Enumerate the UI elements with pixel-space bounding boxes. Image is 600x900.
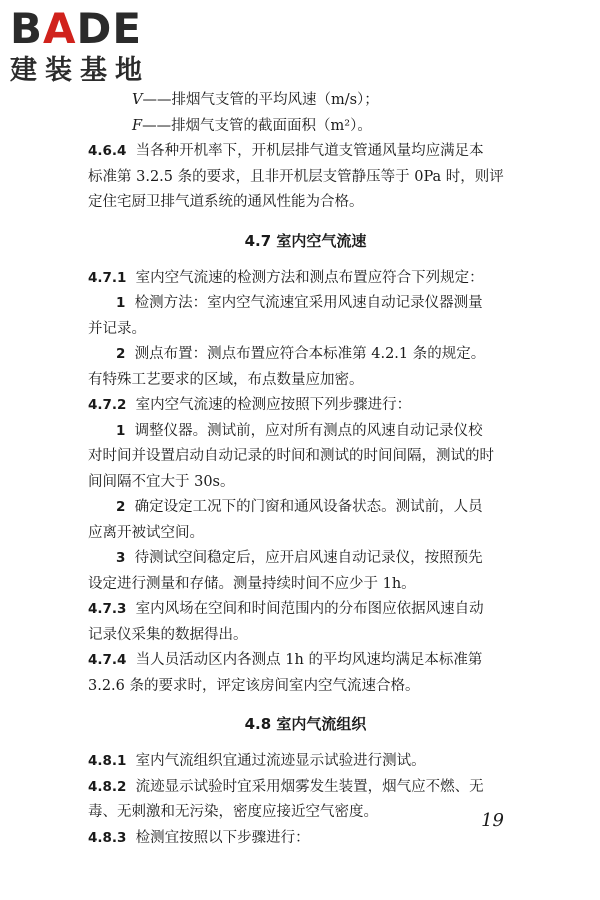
brand-logo bbox=[10, 6, 180, 96]
list-item: 2 测点布置：测点布置应符合本标准第 4.2.1 条的规定。 bbox=[116, 346, 486, 362]
list-item: 1 调整仪器。测试前，应对所有测点的风速自动记录仪校 bbox=[116, 422, 483, 439]
clause-text: 设定进行测量和存储。测量持续时间不应少于 1h。 bbox=[88, 575, 416, 592]
clause-4-8-1: 4.8.1 室内气流组织宜通过流迹显示试验进行测试。 bbox=[88, 753, 426, 769]
clause-4-6-4: 4.6.4 当各种开机率下，开机层排气道支管通风量均应满足本 bbox=[88, 143, 484, 159]
document-body bbox=[88, 88, 523, 851]
clause-text: 并记录。 bbox=[88, 320, 146, 337]
var-f-line: F——排烟气支管的截面面积（m²）。 bbox=[132, 117, 372, 134]
list-item: 2 确定设定工况下的门窗和通风设备状态。测试前，人员 bbox=[116, 499, 483, 515]
clause-text: 对时间并设置启动自动记录的时间和测试的时间间隔，测试的时 bbox=[88, 448, 494, 464]
clause-4-7-1: 4.7.1 室内空气流速的检测方法和测点布置应符合下列规定： bbox=[88, 269, 484, 286]
clause-4-7-4: 4.7.4 当人员活动区内各测点 1h 的平均风速均满足本标准第 bbox=[88, 652, 483, 668]
clause-text: 应离开被试空间。 bbox=[88, 524, 204, 541]
clause-text: 3.2.6 条的要求时，评定该房间室内空气流速合格。 bbox=[88, 677, 420, 694]
clause-4-8-3: 4.8.3 检测宜按照以下步骤进行： bbox=[88, 829, 310, 846]
page-number: 19 bbox=[481, 810, 504, 831]
clause-4-7-2: 4.7.2 室内空气流速的检测应按照下列步骤进行： bbox=[88, 397, 412, 413]
clause-text: 标准第 3.2.5 条的要求，且非开机层支管静压等于 0Pa 时，则评 bbox=[88, 168, 504, 185]
clause-text: 有特殊工艺要求的区域，布点数量应加密。 bbox=[88, 371, 364, 388]
section-heading-4-7: 4.7 室内空气流速 bbox=[244, 231, 367, 250]
logo-wordmark: BADE bbox=[10, 4, 143, 53]
logo-subtitle: 建装基地 bbox=[10, 55, 150, 86]
clause-text: 记录仪采集的数据得出。 bbox=[88, 626, 248, 643]
section-heading-4-8: 4.8 室内气流组织 bbox=[244, 715, 367, 733]
clause-text: 定住宅厨卫排气道系统的通风性能为合格。 bbox=[88, 194, 364, 210]
clause-4-8-2: 4.8.2 流迹显示试验时宜采用烟雾发生装置，烟气应不燃、无 bbox=[88, 778, 484, 795]
var-v-line: V——排烟气支管的平均风速（m/s）； bbox=[132, 92, 379, 108]
clause-text: 间间隔不宜大于 30s。 bbox=[88, 473, 235, 490]
clause-text: 毒、无刺激和无污染，密度应接近空气密度。 bbox=[88, 804, 378, 820]
list-item: 3 待测试空间稳定后，应开启风速自动记录仪，按照预先 bbox=[116, 550, 483, 566]
clause-4-7-3: 4.7.3 室内风场在空间和时间范围内的分布图应依据风速自动 bbox=[88, 601, 484, 617]
list-item: 1 检测方法：室内空气流速宜采用风速自动记录仪器测量 bbox=[116, 295, 483, 311]
